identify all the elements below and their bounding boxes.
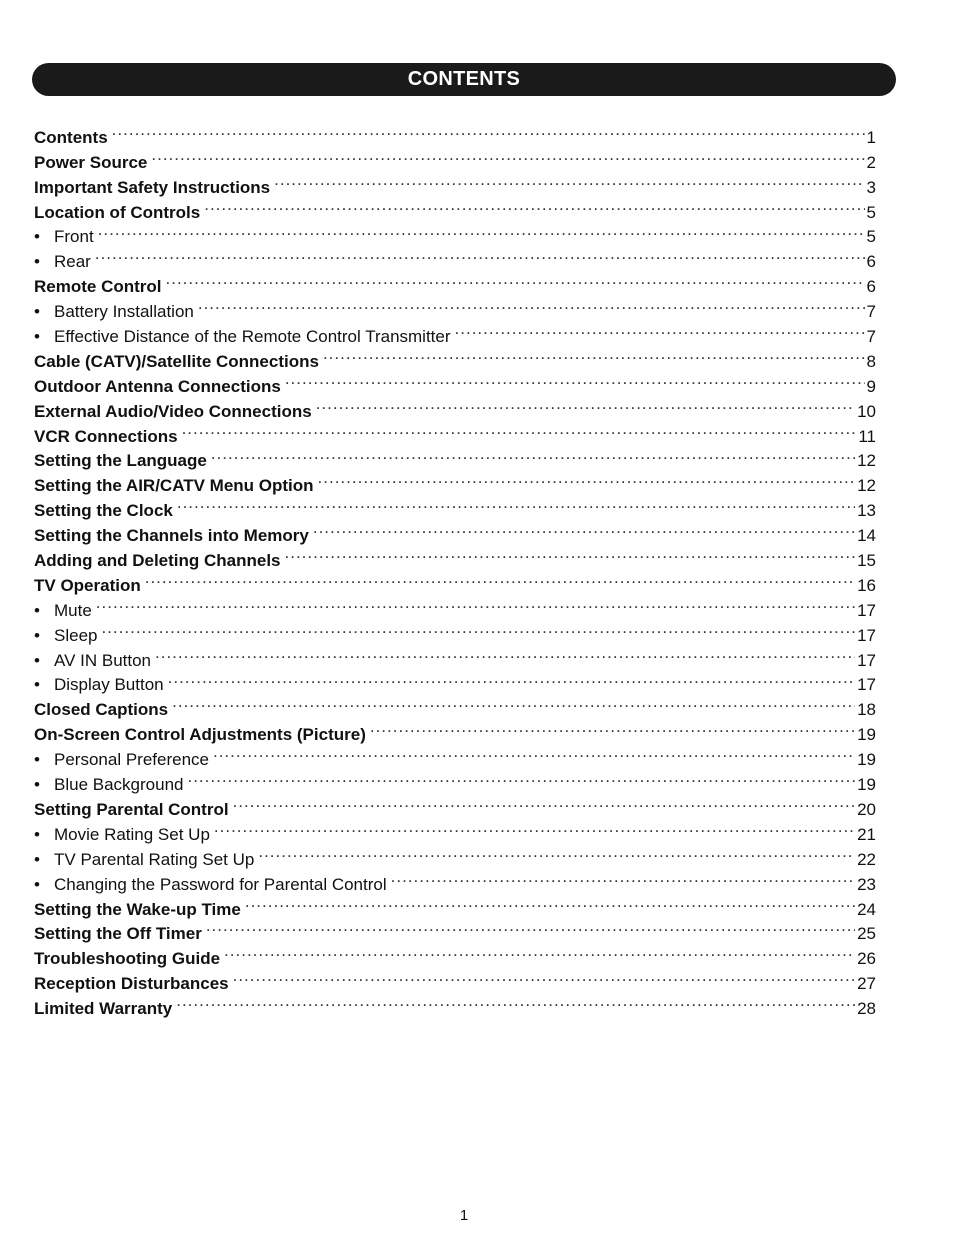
dot-leader — [318, 466, 856, 491]
dot-leader — [370, 715, 855, 740]
toc-entry-title: Changing the Password for Parental Control — [54, 874, 387, 894]
dot-leader — [204, 193, 864, 218]
toc-entry-title: Setting the Language — [34, 451, 207, 471]
toc-entry-title: Movie Rating Set Up — [54, 824, 210, 844]
toc-entry — [34, 666, 876, 695]
toc-entry-title: Outdoor Antenna Connections — [34, 376, 281, 396]
toc-entry-title: Display Button — [54, 675, 164, 695]
toc-entry-page: 12 — [857, 451, 876, 471]
dot-leader — [177, 491, 855, 516]
bullet-icon: • — [34, 227, 40, 247]
bullet-icon: • — [34, 625, 40, 645]
dot-leader — [233, 790, 856, 815]
bullet-icon: • — [34, 327, 40, 347]
dot-leader — [96, 591, 855, 616]
toc-entry-title: Reception Disturbances — [34, 974, 229, 994]
toc-entry-page: 17 — [857, 600, 876, 620]
toc-entry-page: 22 — [857, 849, 876, 869]
toc-entry-page: 10 — [857, 401, 876, 421]
dot-leader — [274, 168, 864, 193]
toc-entry — [34, 641, 876, 670]
toc-entry-title: Blue Background — [54, 775, 184, 795]
dot-leader — [112, 118, 865, 143]
toc-entry-title: Important Safety Instructions — [34, 177, 271, 197]
dot-leader — [245, 890, 855, 915]
toc-entry-page: 5 — [866, 227, 876, 247]
dot-leader — [285, 541, 856, 566]
toc-entry-page: 8 — [866, 351, 876, 371]
dot-leader — [323, 342, 865, 367]
toc-entry-page: 1 — [866, 127, 876, 147]
toc-entry — [34, 242, 876, 272]
dot-leader — [166, 267, 865, 292]
toc-entry-page: 12 — [857, 476, 876, 496]
toc-entry-page: 18 — [857, 700, 876, 720]
dot-leader — [155, 641, 855, 666]
toc-entry-page: 5 — [866, 202, 876, 222]
toc-entry-page: 21 — [857, 824, 876, 844]
bullet-icon: • — [34, 849, 40, 869]
toc-entry-page: 9 — [866, 376, 876, 396]
toc-entry-page: 6 — [866, 277, 876, 297]
page-title: CONTENTS — [407, 68, 521, 90]
dot-leader — [206, 915, 855, 940]
contents-header-bar — [32, 63, 896, 96]
toc-entry — [34, 218, 876, 247]
toc-entry-title: TV Parental Rating Set Up — [54, 849, 255, 869]
toc-entry — [34, 118, 876, 147]
dot-leader — [211, 442, 855, 467]
toc-entry-title: Remote Control — [34, 277, 162, 297]
dot-leader — [213, 740, 855, 765]
dot-leader — [168, 666, 855, 691]
dot-leader — [187, 765, 855, 790]
toc-entry-page: 23 — [857, 874, 876, 894]
bullet-icon: • — [34, 824, 40, 844]
toc-entry-page: 17 — [857, 650, 876, 670]
toc-entry-page: 17 — [857, 625, 876, 645]
toc-entry-page: 13 — [857, 501, 876, 521]
dot-leader — [285, 367, 865, 392]
bullet-icon: • — [34, 302, 40, 322]
dot-leader — [176, 989, 855, 1014]
dot-leader — [313, 516, 855, 541]
toc-entry — [34, 566, 876, 595]
dot-leader — [145, 566, 855, 591]
toc-entry-title: Limited Warranty — [34, 999, 173, 1019]
toc-entry-title: Setting the Wake-up Time — [34, 899, 241, 919]
dot-leader — [101, 616, 855, 641]
bullet-icon: • — [34, 675, 40, 695]
toc-entry-title: External Audio/Video Connections — [34, 401, 312, 421]
toc-entry-page: 16 — [857, 575, 876, 595]
toc-entry-title: Closed Captions — [34, 700, 169, 720]
toc-entry-page: 3 — [866, 177, 876, 197]
dot-leader — [258, 840, 855, 865]
toc-entry-page: 11 — [858, 426, 876, 446]
toc-entry-title: Battery Installation — [54, 302, 194, 322]
toc-entry-page: 7 — [866, 327, 876, 347]
toc-entry — [34, 616, 876, 645]
toc-entry-title: Setting the AIR/CATV Menu Option — [34, 476, 314, 496]
dot-leader — [172, 690, 855, 715]
toc-entry-title: Setting Parental Control — [34, 799, 229, 819]
toc-entry-page: 25 — [857, 924, 876, 944]
toc-entry-page: 27 — [857, 974, 876, 994]
bullet-icon: • — [34, 252, 40, 272]
toc-entry-title: Power Source — [34, 152, 148, 172]
dot-leader — [98, 218, 865, 243]
dot-leader — [198, 292, 865, 317]
toc-entry — [34, 143, 876, 172]
dot-leader — [233, 964, 855, 989]
bullet-icon: • — [34, 874, 40, 894]
toc-entry — [34, 591, 876, 620]
toc-entry-title: Sleep — [54, 625, 98, 645]
toc-entry-title: Contents — [34, 127, 108, 147]
toc-entry-title: Setting the Off Timer — [34, 924, 202, 944]
toc-entry-title: Setting the Clock — [34, 501, 173, 521]
dot-leader — [182, 417, 857, 442]
dot-leader — [214, 815, 855, 840]
dot-leader — [455, 317, 865, 342]
toc-entry — [34, 267, 876, 297]
dot-leader — [224, 939, 855, 964]
bullet-icon: • — [34, 600, 40, 620]
toc-entry-page: 17 — [857, 675, 876, 695]
toc-entry-page: 14 — [857, 526, 876, 546]
toc-entry-title: TV Operation — [34, 575, 141, 595]
dot-leader — [391, 865, 855, 890]
toc-entry-title: On-Screen Control Adjustments (Picture) — [34, 725, 366, 745]
toc-entry-page: 24 — [857, 899, 876, 919]
toc-entry-title: Mute — [54, 600, 92, 620]
dot-leader — [316, 392, 855, 417]
toc-entry-title: Rear — [54, 252, 91, 272]
toc-entry-page: 19 — [857, 775, 876, 795]
toc-entry-page: 15 — [857, 551, 876, 571]
toc-entry-page: 7 — [866, 302, 876, 322]
bullet-icon: • — [34, 775, 40, 795]
toc-entry-title: Cable (CATV)/Satellite Connections — [34, 351, 319, 371]
toc-entry-title: Adding and Deleting Channels — [34, 551, 281, 571]
toc-entry-page: 26 — [857, 949, 876, 969]
toc-entry-page: 28 — [857, 999, 876, 1019]
toc-entry-page: 19 — [857, 725, 876, 745]
toc-entry-page: 20 — [857, 799, 876, 819]
toc-entry-title: Location of Controls — [34, 202, 201, 222]
toc-entry-title: VCR Connections — [34, 426, 178, 446]
toc-entry-title: Front — [54, 227, 94, 247]
toc-entry — [34, 168, 876, 197]
dot-leader — [151, 143, 864, 168]
toc-entry-page: 19 — [857, 750, 876, 770]
toc-entry-title: Effective Distance of the Remote Control Transmitter — [54, 327, 451, 347]
toc-entry-title: Troubleshooting Guide — [34, 949, 221, 969]
dot-leader — [95, 242, 865, 267]
toc-entry-page: 2 — [866, 152, 876, 172]
toc-entry-page: 6 — [866, 252, 876, 272]
toc-entry-title: AV IN Button — [54, 650, 152, 670]
page-number: 1 — [459, 1207, 469, 1224]
toc-entry-title: Personal Preference — [54, 750, 209, 770]
table-of-contents — [34, 118, 876, 1019]
toc-entry-title: Setting the Channels into Memory — [34, 526, 309, 546]
bullet-icon: • — [34, 750, 40, 770]
bullet-icon: • — [34, 650, 40, 670]
